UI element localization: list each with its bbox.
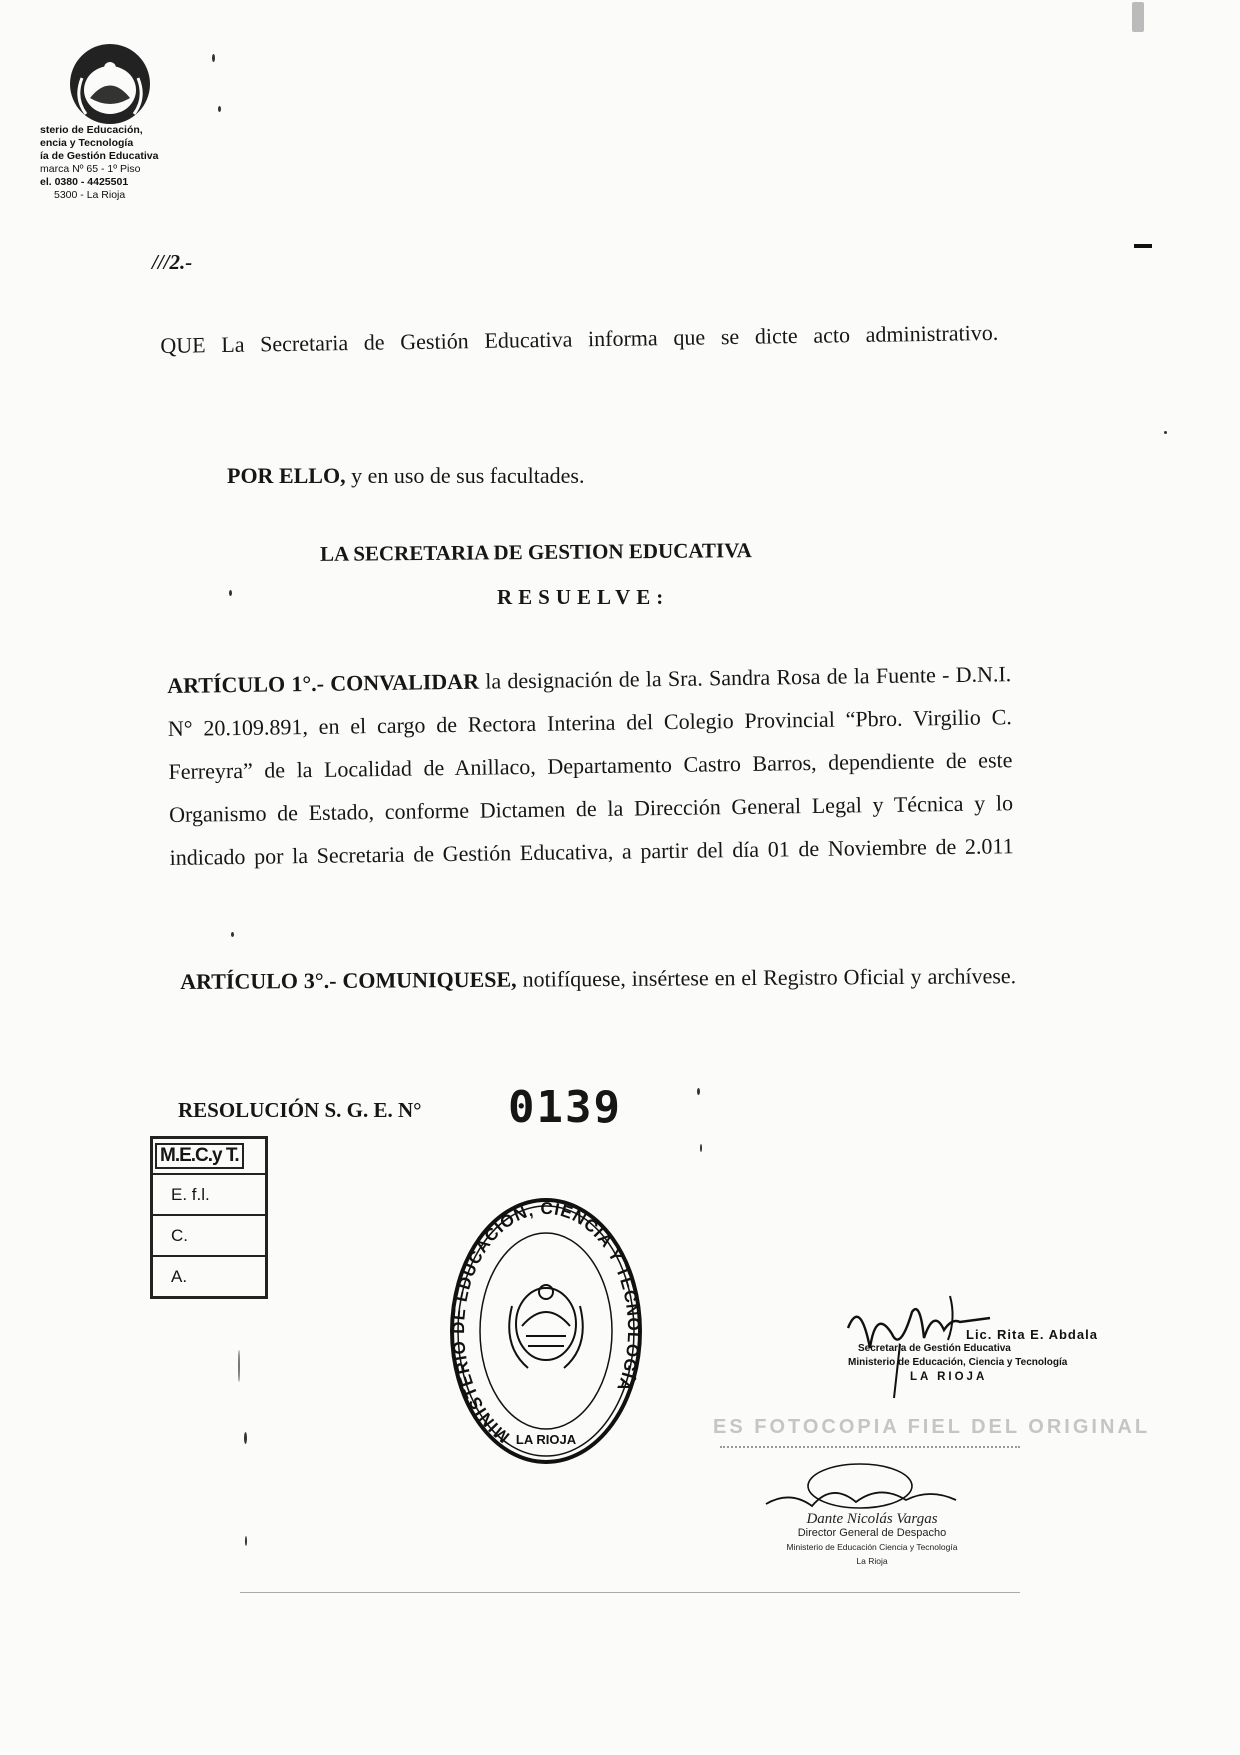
resolution-number: 0139	[508, 1082, 622, 1133]
letterhead-address: marca Nº 65 - 1º Piso	[40, 163, 141, 175]
registry-stamp-box	[150, 1136, 268, 1299]
signature-2-block	[774, 1512, 970, 1568]
issuer-heading: LA SECRETARIA DE GESTION EDUCATIVA	[319, 538, 752, 566]
coat-of-arms-icon	[509, 1285, 583, 1368]
signature-2-city: La Rioja	[856, 1556, 888, 1566]
signature-1-name: Lic. Rita E. Abdala	[966, 1327, 1098, 1342]
signature-1-block	[848, 1328, 1098, 1384]
article-3-verb: COMUNIQUESE,	[342, 966, 517, 993]
scan-speck	[238, 1350, 240, 1382]
article-1-label: ARTÍCULO 1°.-	[167, 670, 325, 698]
signature-1-ministry: Ministerio de Educación, Ciencia y Tecnología	[848, 1357, 1068, 1368]
letterhead-line: sterio de Educación,	[40, 124, 143, 136]
registry-row: C.	[153, 1214, 265, 1255]
scan-speck	[245, 1536, 247, 1546]
registry-row: E. f.l.	[153, 1173, 265, 1214]
letterhead-phone: el. 0380 - 4425501	[40, 176, 129, 188]
signature-2-name: Dante Nicolás Vargas	[806, 1511, 938, 1527]
scan-speck	[218, 106, 221, 112]
resuelve-heading: RESUELVE:	[497, 585, 670, 609]
por-ello-paragraph	[227, 454, 584, 497]
article-3-text: notifíquese, insértese en el Registro Oficial y archívese.	[516, 963, 1017, 992]
signature-1-city: LA RIOJA	[910, 1371, 988, 1383]
resolution-label: RESOLUCIÓN S. G. E. N°	[178, 1098, 422, 1122]
scan-speck	[697, 1088, 700, 1095]
margin-mark	[1134, 244, 1152, 248]
letterhead-line: encia y Tecnología	[40, 137, 134, 149]
considerando-paragraph	[160, 311, 999, 367]
scan-line	[240, 1592, 1020, 1593]
letterhead-postal: 5300 - La Rioja	[54, 189, 126, 201]
scan-speck	[231, 932, 234, 937]
scan-speck	[1164, 431, 1167, 434]
signature-1-title: Secretaria de Gestión Educativa	[858, 1343, 1011, 1354]
considerando-text: La Secretaria de Gestión Educativa informa que se dicte acto administrativo.	[221, 319, 999, 358]
certified-copy-stamp: ES FOTOCOPIA FIEL DEL ORIGINAL	[713, 1416, 1151, 1438]
stamp-underline	[720, 1446, 1020, 1448]
registry-title: M.E.C.y T.	[155, 1143, 244, 1169]
seal-bottom-text: LA RIOJA	[515, 1432, 577, 1447]
ministry-letterhead	[40, 124, 158, 202]
article-1-text: la designación de la Sra. Sandra Rosa de la Fuente - D.N.I. N° 20.109.891, en el cargo de Rectora Interina del Colegio Provincial “Pbro. Virgilio C. Ferreyra” de la Localidad de Anillaco, Departamento Castro Barros, dependiente de este Organismo de Estado, conforme Dictamen de la Dirección General Legal y Técnica y lo indicado por la Secretaria de Gestión Educativa, a partir del día 01 de Noviembre de 2.011	[167, 661, 1014, 870]
article-1	[167, 652, 1014, 879]
ministry-logo-icon	[60, 38, 160, 128]
scan-speck	[1132, 2, 1144, 32]
scan-speck	[700, 1144, 702, 1152]
scan-speck	[229, 590, 232, 596]
letterhead-line: ía de Gestión Educativa	[40, 150, 159, 162]
scan-speck	[212, 54, 215, 62]
scan-speck	[244, 1432, 247, 1444]
seal-ring-text: MINISTERIO DE EDUCACIÓN, CIENCIA Y TECNOLOGÍA	[448, 1198, 644, 1447]
considerando-lead: QUE	[160, 332, 206, 358]
article-1-verb: CONVALIDAR	[330, 668, 480, 696]
registry-title-row	[153, 1139, 265, 1173]
registry-row: A.	[153, 1255, 265, 1296]
signature-2-ministry: Ministerio de Educación Ciencia y Tecnología	[786, 1542, 958, 1552]
por-ello-text: y en uso de sus facultades.	[345, 463, 585, 488]
article-3-label: ARTÍCULO 3°.-	[180, 967, 337, 994]
official-seal-icon	[448, 1196, 644, 1466]
page-reference: ///2.-	[152, 250, 193, 274]
por-ello-lead: POR ELLO,	[227, 463, 346, 488]
signature-2-title: Director General de Despacho	[797, 1527, 947, 1539]
article-3	[180, 954, 1016, 1003]
